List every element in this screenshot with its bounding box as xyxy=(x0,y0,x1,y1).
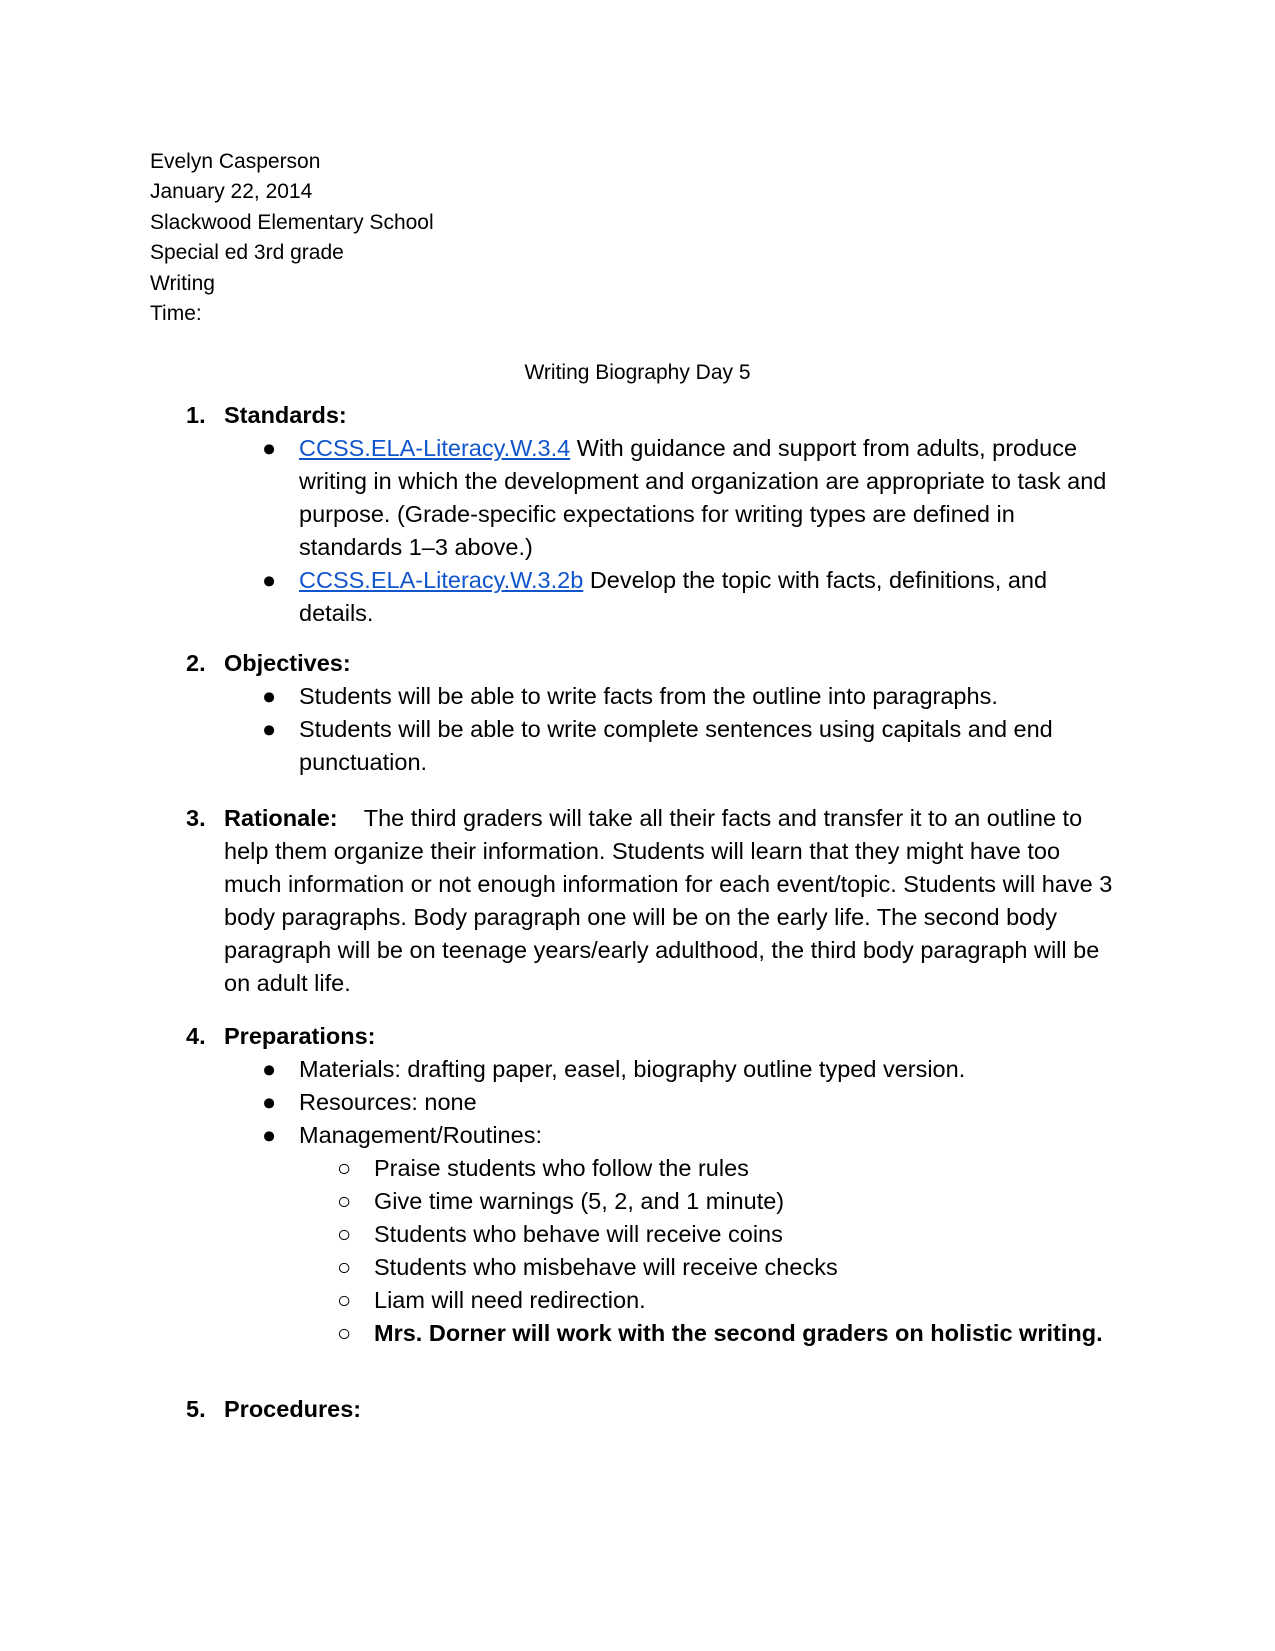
resources-text: Resources: none xyxy=(299,1089,477,1115)
section-heading xyxy=(186,1020,1116,1053)
lesson-date: January 22, 2014 xyxy=(150,180,313,204)
routine-text: Liam will need redirection. xyxy=(374,1287,646,1313)
circle-bullet-icon: ○ xyxy=(337,1155,352,1181)
section-number: 2. xyxy=(186,650,206,676)
routines-list xyxy=(337,1152,1116,1350)
section-objectives xyxy=(186,647,1116,779)
subject: Writing xyxy=(150,271,215,295)
section-title: Preparations: xyxy=(224,1023,376,1049)
standard-link-w32b[interactable]: CCSS.ELA-Literacy.W.3.2b xyxy=(299,567,584,593)
document-title: Writing Biography Day 5 xyxy=(524,361,751,384)
section-preparations xyxy=(186,1020,1116,1350)
section-title: Procedures: xyxy=(224,1396,362,1422)
list-item xyxy=(262,432,1116,564)
routine-text: Students who behave will receive coins xyxy=(374,1221,783,1247)
bullet-icon: ● xyxy=(262,1122,277,1148)
section-number: 3. xyxy=(186,805,206,831)
circle-bullet-icon: ○ xyxy=(337,1320,352,1346)
standard-text: Develop the topic with facts, definitions, and details. xyxy=(299,567,1048,626)
bullet-icon: ● xyxy=(262,567,277,593)
list-item xyxy=(337,1251,1116,1284)
management-text: Management/Routines: xyxy=(299,1122,542,1148)
section-title: Objectives: xyxy=(224,650,351,676)
standard-text: With guidance and support from adults, produce writing in which the development and organization are appropriate to task and purpose. (Grade-specific expectations for writing types are defined in standards 1–3 above.) xyxy=(299,435,1107,560)
objectives-list xyxy=(262,680,1116,779)
list-item xyxy=(262,564,1116,630)
routine-text: Students who misbehave will receive checks xyxy=(374,1254,838,1280)
routine-text: Give time warnings (5, 2, and 1 minute) xyxy=(374,1188,785,1214)
routine-text: Praise students who follow the rules xyxy=(374,1155,749,1181)
standards-list xyxy=(262,432,1116,630)
section-number: 5. xyxy=(186,1396,206,1422)
list-item xyxy=(262,1086,1116,1119)
circle-bullet-icon: ○ xyxy=(337,1188,352,1214)
section-heading xyxy=(186,647,1116,680)
section-title: Standards: xyxy=(224,402,347,428)
bullet-icon: ● xyxy=(262,683,277,709)
section-number: 4. xyxy=(186,1023,206,1049)
list-item xyxy=(262,1119,1116,1350)
circle-bullet-icon: ○ xyxy=(337,1221,352,1247)
list-item xyxy=(337,1218,1116,1251)
section-heading xyxy=(186,802,1116,1000)
bullet-icon: ● xyxy=(262,1089,277,1115)
routine-text-bold: Mrs. Dorner will work with the second graders on holistic writing. xyxy=(374,1320,1103,1346)
document-header xyxy=(150,147,434,329)
rationale-text: The third graders will take all their facts and transfer it to an outline to help them organize their information. Students will learn that they might have too much information or not enough information for each event/topic. Students will have 3 body paragraphs. Body paragraph one will be on the early life. The second body paragraph will be on teenage years/early adulthood, the third body paragraph will be on adult life. xyxy=(224,805,1113,996)
list-item xyxy=(262,1053,1116,1086)
bullet-icon: ● xyxy=(262,435,277,461)
list-item xyxy=(262,713,1116,779)
time-label: Time: xyxy=(150,302,202,326)
section-heading xyxy=(186,1393,1116,1426)
list-item xyxy=(262,680,1116,713)
section-title: Rationale: xyxy=(224,805,338,831)
section-procedures xyxy=(186,1393,1116,1426)
section-standards xyxy=(186,399,1116,630)
list-item xyxy=(337,1317,1116,1350)
section-heading xyxy=(186,399,1116,432)
standard-link-w34[interactable]: CCSS.ELA-Literacy.W.3.4 xyxy=(299,435,571,461)
section-rationale xyxy=(186,802,1116,1000)
preparations-list xyxy=(262,1053,1116,1350)
materials-text: Materials: drafting paper, easel, biography outline typed version. xyxy=(299,1056,966,1082)
objective-text: Students will be able to write complete sentences using capitals and end punctuation. xyxy=(299,716,1053,775)
list-item xyxy=(337,1185,1116,1218)
school-name: Slackwood Elementary School xyxy=(150,210,434,234)
section-number: 1. xyxy=(186,402,206,428)
grade-level: Special ed 3rd grade xyxy=(150,241,344,265)
list-item xyxy=(337,1284,1116,1317)
objective-text: Students will be able to write facts from the outline into paragraphs. xyxy=(299,683,998,709)
author-name: Evelyn Casperson xyxy=(150,150,321,173)
circle-bullet-icon: ○ xyxy=(337,1254,352,1280)
circle-bullet-icon: ○ xyxy=(337,1287,352,1313)
bullet-icon: ● xyxy=(262,716,277,742)
list-item xyxy=(337,1152,1116,1185)
bullet-icon: ● xyxy=(262,1056,277,1082)
